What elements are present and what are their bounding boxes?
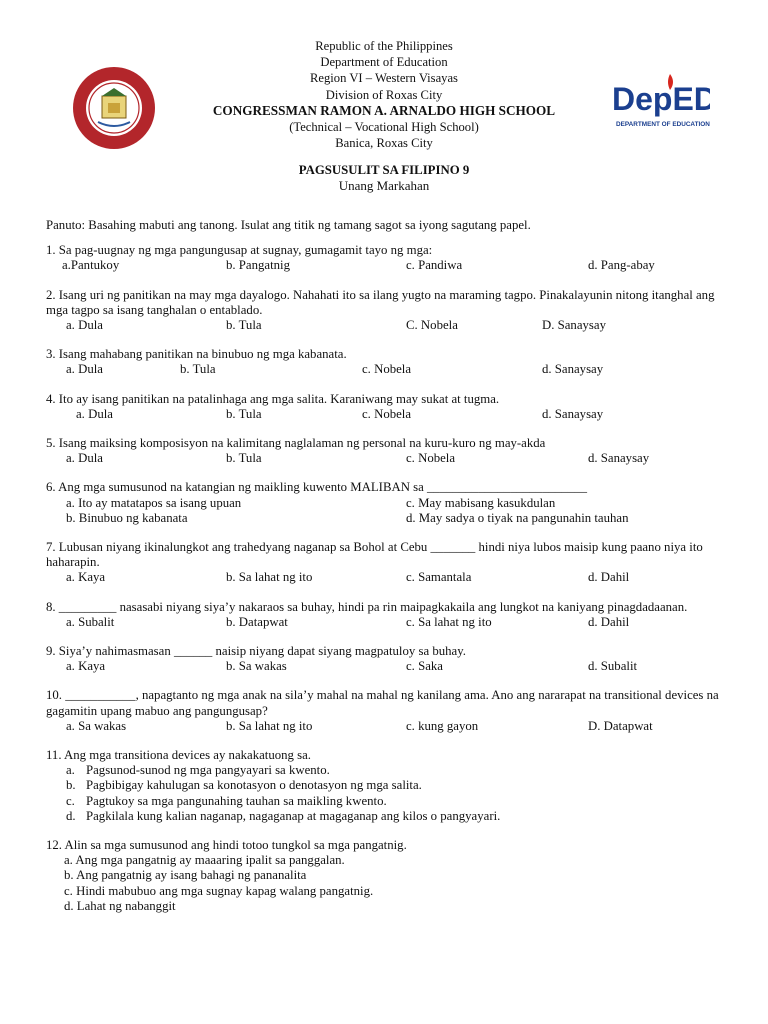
option-a[interactable]: a. Dula bbox=[66, 318, 103, 332]
question-10 bbox=[46, 688, 736, 734]
options-row bbox=[46, 615, 736, 630]
option-b[interactable]: b. Tula bbox=[226, 406, 262, 421]
option-c[interactable]: C. Nobela bbox=[406, 318, 458, 332]
exam-subtitle: Unang Markahan bbox=[338, 178, 430, 193]
question-text: 3. Isang mahabang panitikan na binubuo ng mga kabanata. bbox=[46, 347, 347, 362]
option-d[interactable]: d. Dahil bbox=[588, 570, 630, 585]
question-2 bbox=[46, 288, 736, 334]
option-c[interactable]: c. kung gayon bbox=[406, 718, 479, 733]
question-1 bbox=[46, 243, 736, 273]
option-c[interactable]: c. Nobela bbox=[362, 362, 412, 377]
option-b[interactable]: b. Tula bbox=[226, 318, 262, 332]
option-c[interactable]: c. Samantala bbox=[406, 570, 472, 585]
question-11 bbox=[46, 748, 736, 824]
question-text: 12. Alin sa mga sumusunod ang hindi totoo tungkol sa mga pangatnig. bbox=[46, 837, 407, 852]
option-c[interactable] bbox=[46, 794, 736, 809]
option-b[interactable]: b. Pangatnig bbox=[226, 258, 290, 273]
deped-subtitle: DEPARTMENT OF EDUCATION bbox=[616, 121, 710, 128]
deped-wordmark: DepED bbox=[612, 81, 710, 117]
header-line-4: Division of Roxas City bbox=[325, 87, 443, 102]
option-a[interactable]: a. Ito ay matatapos sa isang upuan bbox=[66, 495, 242, 510]
header-line-1: Republic of the Philippines bbox=[315, 39, 453, 53]
option-a[interactable] bbox=[46, 763, 736, 778]
option-d[interactable]: d. Sanaysay bbox=[542, 362, 604, 377]
header-line-3: Region VI – Western Visayas bbox=[310, 71, 458, 86]
option-a[interactable]: a. Ang mga pangatnig ay maaaring ipalit sa panggalan. bbox=[64, 853, 345, 868]
option-a[interactable]: a. Sa wakas bbox=[66, 718, 127, 733]
option-text: Pagkilala kung kalian naganap, nagaganap at magaganap ang kilos o pangyayari. bbox=[86, 808, 501, 823]
header-line-6: (Technical – Vocational High School) bbox=[289, 120, 479, 135]
option-c[interactable]: c. Nobela bbox=[362, 406, 412, 421]
question-text: 1. Sa pag-uugnay ng mga pangungusap at sugnay, gumagamit tayo ng mga: bbox=[46, 243, 433, 258]
question-3 bbox=[46, 347, 736, 377]
option-d[interactable]: D. Sanaysay bbox=[542, 318, 606, 332]
header-line-7: Banica, Roxas City bbox=[335, 136, 433, 151]
exam-title: PAGSUSULIT SA FILIPINO 9 bbox=[298, 163, 470, 177]
options-row bbox=[46, 496, 736, 511]
option-c[interactable]: c. Hindi mabubuo ang mga sugnay kapag walang pangatnig. bbox=[64, 883, 374, 898]
option-text: Pagsunod-sunod ng mga pangyayari sa kwento. bbox=[86, 763, 330, 778]
option-c[interactable]: c. Saka bbox=[406, 659, 443, 674]
option-d[interactable]: d. Lahat ng nabanggit bbox=[64, 898, 176, 913]
option-b[interactable]: b. Datapwat bbox=[226, 614, 288, 629]
question-text: 8. _________ nasasabi niyang siya’y nakaraos sa buhay, hindi pa rin maipagkakaila ang lungkot na kaniyang pinagdadaanan. bbox=[46, 599, 688, 614]
option-b[interactable]: b. Sa lahat ng ito bbox=[226, 718, 313, 733]
option-d[interactable] bbox=[46, 809, 736, 824]
options-row bbox=[46, 362, 736, 377]
options-row bbox=[46, 318, 736, 333]
option-text: Pagtukoy sa mga pangunahing tauhan sa maikling kwento. bbox=[86, 793, 387, 808]
header-line-2: Department of Education bbox=[320, 55, 448, 70]
option-letter: c. bbox=[66, 793, 75, 808]
option-c[interactable]: c. Pandiwa bbox=[406, 258, 463, 273]
options-row bbox=[46, 719, 736, 734]
question-text: 2. Isang uri ng panitikan na may mga dayalogo. Nahahati ito sa ilang yugto na maraming tagpo. Pinakalayunin nitong itanghal ang mga tagpo sa isang tanghalan o entablado. bbox=[46, 287, 715, 317]
option-letter: a. bbox=[66, 763, 75, 778]
options-list bbox=[46, 763, 736, 824]
question-5 bbox=[46, 436, 736, 466]
school-name: CONGRESSMAN RAMON A. ARNALDO HIGH SCHOOL bbox=[212, 102, 556, 118]
deped-logo bbox=[610, 70, 710, 134]
option-letter: b. bbox=[66, 778, 76, 793]
option-c[interactable]: c. Nobela bbox=[406, 451, 456, 466]
school-seal-logo bbox=[72, 66, 156, 150]
options-row bbox=[46, 659, 736, 674]
question-text: 10. ___________, napagtanto ng mga anak na sila’y mahal na mahal ng kanilang ama. Ano ang nararapat na transitional devices na gagamitin upang mabuo ang pangungusap? bbox=[46, 688, 719, 718]
options-row bbox=[46, 511, 736, 526]
option-d[interactable]: d. Sanaysay bbox=[588, 451, 650, 466]
options-row bbox=[46, 451, 736, 466]
option-d[interactable]: d. May sadya o tiyak na pangunahin tauhan bbox=[406, 510, 629, 525]
question-8 bbox=[46, 600, 736, 630]
option-text: Pagbibigay kahulugan sa konotasyon o denotasyon ng mga salita. bbox=[86, 778, 422, 793]
question-text: 4. Ito ay isang panitikan na patalinhaga ang mga salita. Karaniwang may sukat at tugma. bbox=[46, 391, 500, 406]
option-b[interactable]: b. Tula bbox=[226, 451, 262, 466]
option-c[interactable]: c. May mabisang kasukdulan bbox=[406, 495, 556, 510]
option-d[interactable]: d. Dahil bbox=[588, 614, 630, 629]
question-text: 5. Isang maiksing komposisyon na kalimitang naglalaman ng personal na kuru-kuro ng may-akda bbox=[46, 435, 546, 450]
exam-content bbox=[46, 218, 736, 914]
options-row bbox=[46, 570, 736, 585]
question-9 bbox=[46, 644, 736, 674]
question-6 bbox=[46, 480, 736, 526]
question-text: 9. Siya’y nahimasmasan ______ naisip niyang dapat siyang magpatuloy sa buhay. bbox=[46, 643, 466, 658]
question-7 bbox=[46, 540, 736, 586]
options-row bbox=[46, 407, 736, 422]
option-d[interactable]: d. Subalit bbox=[588, 659, 638, 674]
option-b[interactable]: b. Ang pangatnig ay isang bahagi ng pananalita bbox=[64, 868, 307, 883]
option-a[interactable]: a.Pantukoy bbox=[62, 258, 120, 273]
option-a[interactable]: a. Dula bbox=[66, 362, 103, 377]
question-text: 6. Ang mga sumusunod na katangian ng maikling kuwento MALIBAN sa _________________________ bbox=[46, 480, 587, 495]
option-d[interactable]: D. Datapwat bbox=[588, 718, 653, 733]
option-b[interactable] bbox=[46, 778, 736, 793]
options-row bbox=[46, 258, 736, 273]
option-a[interactable]: a. Dula bbox=[76, 406, 113, 421]
option-a[interactable]: a. Kaya bbox=[66, 659, 106, 674]
option-b[interactable]: b. Tula bbox=[180, 362, 216, 377]
question-4 bbox=[46, 392, 736, 422]
question-12 bbox=[46, 838, 736, 914]
option-a[interactable]: a. Subalit bbox=[66, 614, 115, 629]
option-a[interactable]: a. Dula bbox=[66, 451, 103, 466]
question-text: 7. Lubusan niyang ikinalungkot ang trahedyang naganap sa Bohol at Cebu _______ hindi niya lubos maisip kung paano niya ito haharapin. bbox=[46, 539, 703, 570]
option-b[interactable]: b. Sa wakas bbox=[226, 659, 287, 674]
option-c[interactable]: c. Sa lahat ng ito bbox=[406, 614, 492, 629]
option-b[interactable]: b. Binubuo ng kabanata bbox=[66, 510, 188, 525]
option-a[interactable]: a. Kaya bbox=[66, 570, 106, 585]
options-list bbox=[46, 853, 736, 914]
instructions: Panuto: Basahing mabuti ang tanong. Isulat ang titik ng tamang sagot sa iyong sagutang papel. bbox=[46, 218, 531, 232]
exam-title-block bbox=[0, 162, 768, 194]
question-text: 11. Ang mga transitiona devices ay nakakatuong sa. bbox=[46, 747, 311, 762]
option-d[interactable]: d. Pang-abay bbox=[588, 258, 655, 273]
option-b[interactable]: b. Sa lahat ng ito bbox=[226, 570, 313, 585]
option-letter: d. bbox=[66, 808, 76, 823]
option-d[interactable]: d. Sanaysay bbox=[542, 406, 604, 421]
